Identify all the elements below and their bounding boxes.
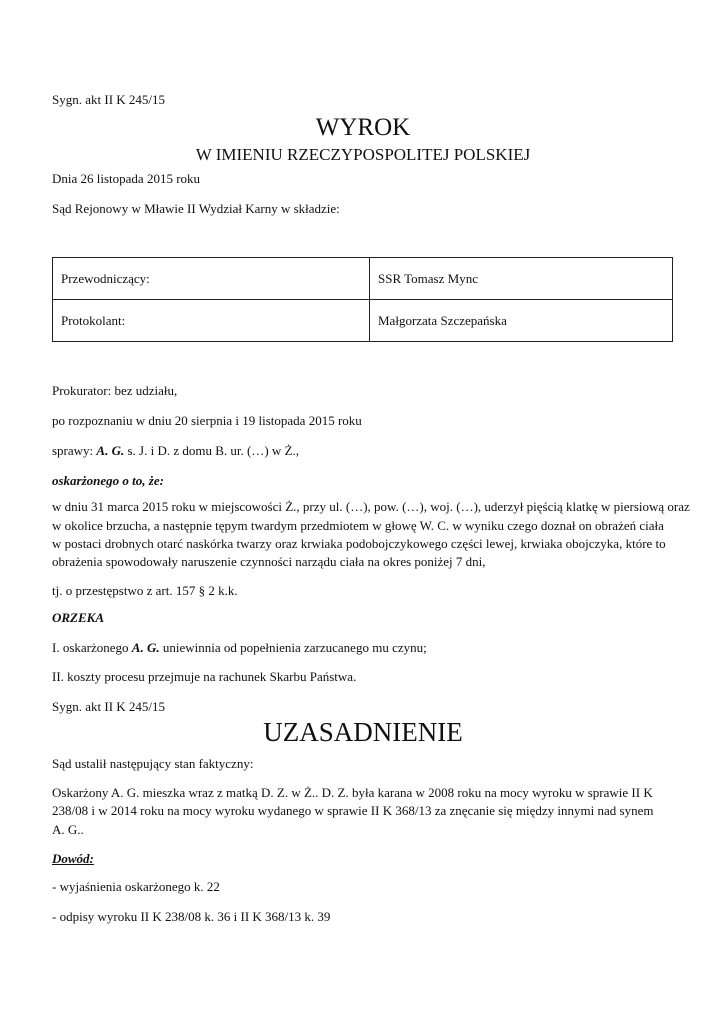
table-row <box>53 300 673 342</box>
evidence-heading: Dowód: <box>52 851 94 866</box>
charge-line: w okolice brzucha, a następnie tępym twardym przedmiotem w głowę W. C. w wyniku czego doznał on obrażeń ciała <box>52 518 664 533</box>
verdict-1-prefix: I. oskarżonego <box>52 640 132 655</box>
role-cell: Przewodniczący: <box>53 258 370 300</box>
hearing-line: po rozpoznaniu w dniu 20 sierpnia i 19 listopada 2015 roku <box>52 413 362 428</box>
document-page <box>52 0 690 1024</box>
verdict-point-2: II. koszty procesu przejmuje na rachunek Skarbu Państwa. <box>52 669 357 684</box>
verdict-subtitle: W IMIENIU RZECZYPOSPOLITEJ POLSKIEJ <box>195 145 531 164</box>
offence-line: tj. o przestępstwo z art. 157 § 2 k.k. <box>52 583 238 598</box>
evidence-item: - wyjaśnienia oskarżonego k. 22 <box>52 879 220 894</box>
verdict-point-1 <box>52 640 427 656</box>
justification-title: UZASADNIENIE <box>263 717 463 747</box>
charge-line: obrażenia spowodowały naruszenie czynności narządu ciała na okres poniżej 7 dni, <box>52 554 486 569</box>
court-composition-table <box>52 257 673 342</box>
accused-name: A. G. <box>131 640 160 655</box>
fact-line: 238/08 i w 2014 roku na mocy wyroku wydanego w sprawie II K 368/13 za znęcanie się między innymi nad synem <box>52 803 654 818</box>
case-suffix: s. J. i D. z domu B. ur. (…) w Ż., <box>124 443 300 458</box>
name-cell: Małgorzata Szczepańska <box>370 300 673 342</box>
justification-signature: Sygn. akt II K 245/15 <box>52 699 166 714</box>
table-row <box>53 258 673 300</box>
case-signature: Sygn. akt II K 245/15 <box>52 92 166 107</box>
fact-line: Oskarżony A. G. mieszka wraz z matką D. Z. w Ż.. D. Z. była karana w 2008 roku na mocy wyroku w sprawie II K <box>52 785 653 800</box>
case-prefix: sprawy: <box>52 443 97 458</box>
orzeka-heading: ORZEKA <box>52 610 105 625</box>
prosecutor-line: Prokurator: bez udziału, <box>52 383 178 398</box>
accused-heading: oskarżonego o to, że: <box>52 473 164 488</box>
verdict-1-suffix: uniewinnia od popełnienia zarzucanego mu czynu; <box>159 640 427 655</box>
accused-name: A. G. <box>96 443 125 458</box>
case-line <box>52 443 299 459</box>
verdict-date: Dnia 26 listopada 2015 roku <box>52 171 201 186</box>
facts-intro: Sąd ustalił następujący stan faktyczny: <box>52 756 254 771</box>
charge-line: w dniu 31 marca 2015 roku w miejscowości Ż., przy ul. (…), pow. (…), woj. (…), uderzył pięścią klatkę w piersiową oraz <box>52 499 690 514</box>
role-cell: Protokolant: <box>53 300 370 342</box>
court-composition-intro: Sąd Rejonowy w Mławie II Wydział Karny w składzie: <box>52 201 340 216</box>
verdict-title: WYROK <box>315 114 411 141</box>
name-cell: SSR Tomasz Mync <box>370 258 673 300</box>
fact-line: A. G.. <box>52 822 84 837</box>
evidence-item: - odpisy wyroku II K 238/08 k. 36 i II K 368/13 k. 39 <box>52 909 331 924</box>
charge-line: w postaci drobnych otarć naskórka twarzy oraz krwiaka podobojczykowego części lewej, krwiaka obojczyka, które to <box>52 536 666 551</box>
